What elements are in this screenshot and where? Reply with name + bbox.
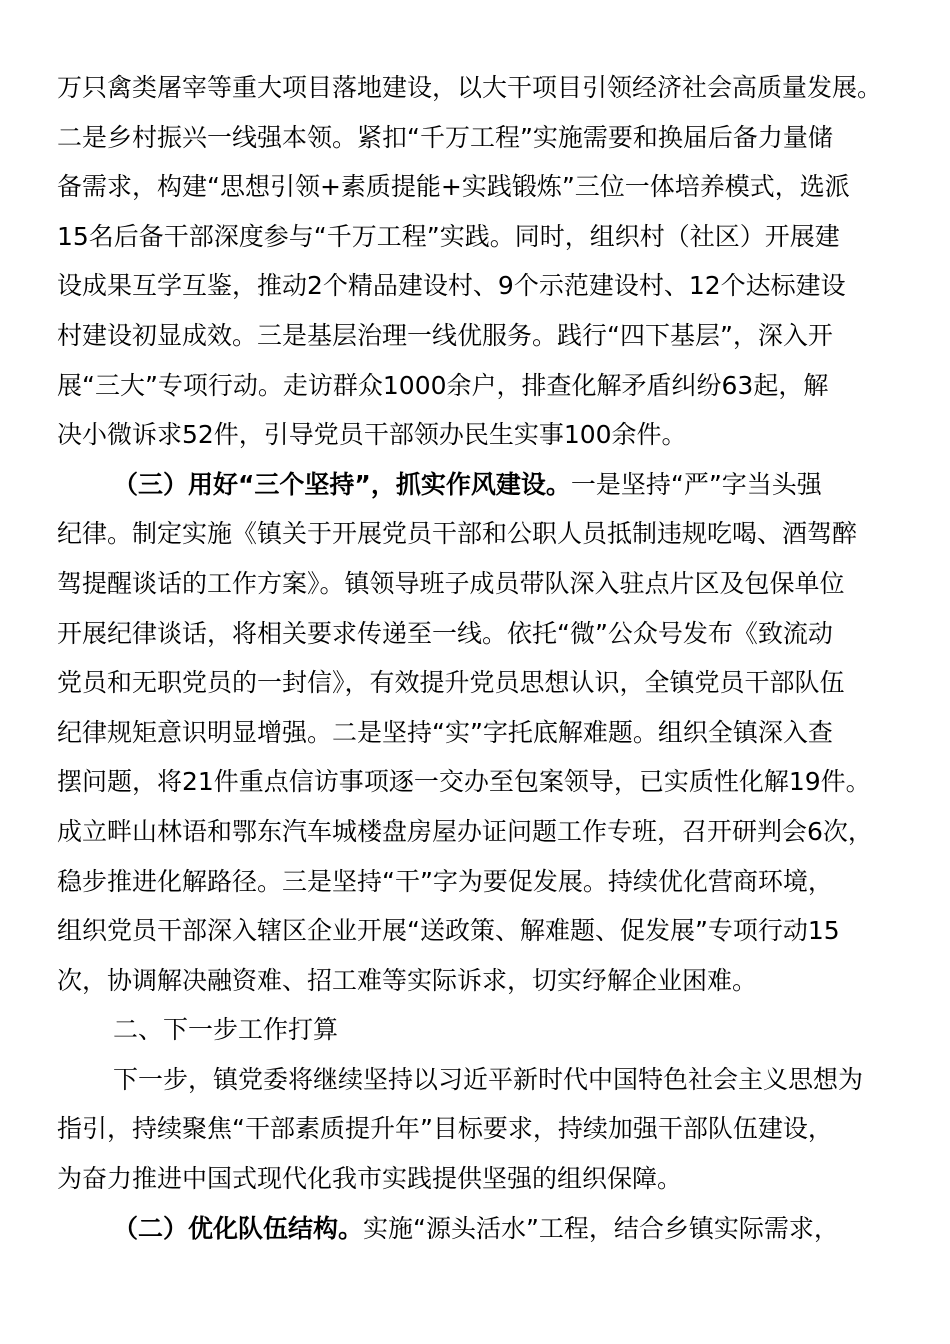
text-run: 一是坚持“严”字当头强	[570, 469, 822, 499]
text-line: 指引，持续聚焦“干部素质提升年”目标要求，持续加强干部队伍建设，	[57, 1114, 833, 1144]
text-line: 党员和无职党员的一封信》，有效提升党员思想认识，全镇党员干部队伍	[57, 668, 845, 698]
paragraph-first-line	[57, 1204, 893, 1254]
subsection-heading: （三）用好“三个坚持”，抓实作风建设。	[113, 469, 571, 499]
text-line: 为奋力推进中国式现代化我市实践提供坚强的组织保障。	[57, 1164, 683, 1194]
text-line: 开展纪律谈话，将相关要求传递至一线。依托“微”公众号发布《致流动	[57, 618, 833, 648]
text-run: 实施“源头活水”工程，结合乡镇实际需求，	[363, 1213, 839, 1243]
subsection-heading: （二）优化队伍结构。	[113, 1213, 364, 1243]
text-line: 稳步推进化解路径。三是坚持“干”字为要促发展。持续优化营商环境，	[57, 866, 833, 896]
paragraph-next-steps	[57, 1055, 893, 1204]
paragraph-first-line: 下一步，镇党委将继续坚持以习近平新时代中国特色社会主义思想为	[113, 1064, 864, 1094]
text-line: 万只禽类屠宰等重大项目落地建设，以大干项目引领经济社会高质量发展。	[57, 73, 883, 102]
text-line: 设成果互学互鉴，推动2个精品建设村、9个示范建设村、12个达标建设	[57, 271, 846, 301]
paragraph-work-style	[57, 460, 893, 1006]
text-line: 展“三大”专项行动。走访群众1000余户，排查化解矛盾纠纷63起，解	[57, 370, 829, 400]
text-line: 决小微诉求52件，引导党员干部领办民生实事100余件。	[57, 420, 687, 450]
text-line: 纪律。制定实施《镇关于开展党员干部和公职人员抵制违规吃喝、酒驾醉	[57, 519, 858, 549]
paragraph-first-line	[57, 460, 893, 510]
section-heading: 二、下一步工作打算	[113, 1015, 339, 1045]
text-line: 次，协调解决融资难、招工难等实际诉求，切实纾解企业困难。	[57, 965, 758, 995]
text-line: 15名后备干部深度参与“千万工程”实践。同时，组织村（社区）开展建	[57, 221, 840, 251]
text-line: 摆问题，将21件重点信访事项逐一交办至包案领导，已实质性化解19件。	[57, 767, 871, 797]
text-line: 驾提醒谈话的工作方案》。镇领导班子成员带队深入驻点片区及包保单位	[57, 568, 845, 598]
paragraph-team-structure	[57, 1204, 893, 1254]
text-line: 组织党员干部深入辖区企业开展“送政策、解难题、促发展”专项行动15	[57, 916, 840, 946]
text-line: 成立畔山林语和鄂东汽车城楼盘房屋办证问题工作专班，召开研判会6次，	[57, 816, 873, 846]
text-line: 村建设初显成效。三是基层治理一线优服务。践行“四下基层”，深入开	[57, 320, 833, 350]
text-line: 纪律规矩意识明显增强。二是坚持“实”字托底解难题。组织全镇深入查	[57, 717, 833, 747]
document-page	[57, 63, 893, 1253]
text-line: 二是乡村振兴一线强本领。紧扣“千万工程”实施需要和换届后备力量储	[57, 122, 833, 152]
paragraph-rural-revitalization	[57, 63, 893, 460]
text-line: 备需求，构建“思想引领+素质提能+实践锻炼”三位一体培养模式，选派	[57, 172, 850, 202]
